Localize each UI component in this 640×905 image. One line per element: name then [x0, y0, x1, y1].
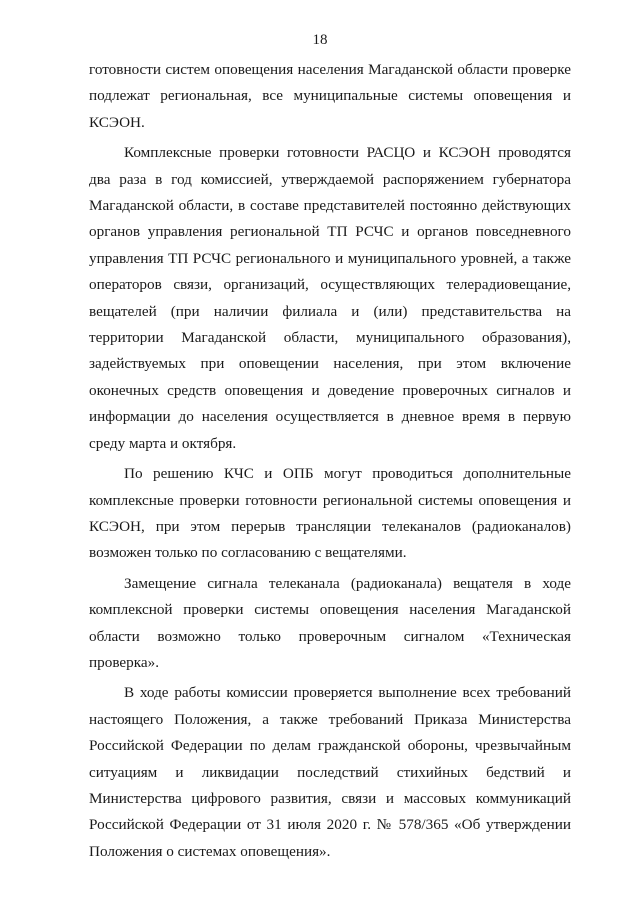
paragraph-comprehensive-checks: Комплексные проверки готовности РАСЦО и КСЭОН проводятся два раза в год комиссией, утверждаемой распоряжением губернатора Магаданской области, в составе представителей постоянно действующих органов управления региональной ТП РСЧС и органов повседневного управления ТП РСЧС регионального и муниципального уровней, а также операторов связи, организаций, осуществляющих телерадиовещание, вещателей (при наличии филиала и (или) представительства на территории Магаданской области, муниципального образования), задействуемых при оповещении населения, при этом включение оконечных средств оповещения и доведение проверочных сигналов и информации до населения осуществляется в дневное время в первую среду марта и октября. — [89, 144, 571, 452]
paragraph-signal-replacement: Замещение сигнала телеканала (радиоканала) вещателя в ходе комплексной проверки системы оповещения населения Магаданской области возможно только проверочным сигналом «Техническая проверка». — [89, 574, 571, 671]
document-body — [89, 57, 571, 869]
page-number: 18 — [312, 32, 328, 48]
paragraph-commission-work: В ходе работы комиссии проверяется выполнение всех требований настоящего Положения, а также требований Приказа Министерства Российской Федерации по делам гражданской обороны, чрезвычайным ситуациям и ликвидации последствий стихийных бедствий и Министерства цифрового развития, связи и массовых коммуникаций Российской Федерации от 31 июля 2020 г. № 578/365 «Об утверждении Положения о системах оповещения». — [89, 684, 571, 860]
paragraph-additional-checks: По решению КЧС и ОПБ могут проводиться дополнительные комплексные проверки готовности региональной системы оповещения и КСЭОН, при этом перерыв трансляции телеканалов (радиоканалов) возможен только по согласованию с вещателями. — [89, 465, 571, 562]
paragraph-continuation: готовности систем оповещения населения Магаданской области проверке подлежат региональная, все муниципальные системы оповещения и КСЭОН. — [89, 61, 571, 131]
